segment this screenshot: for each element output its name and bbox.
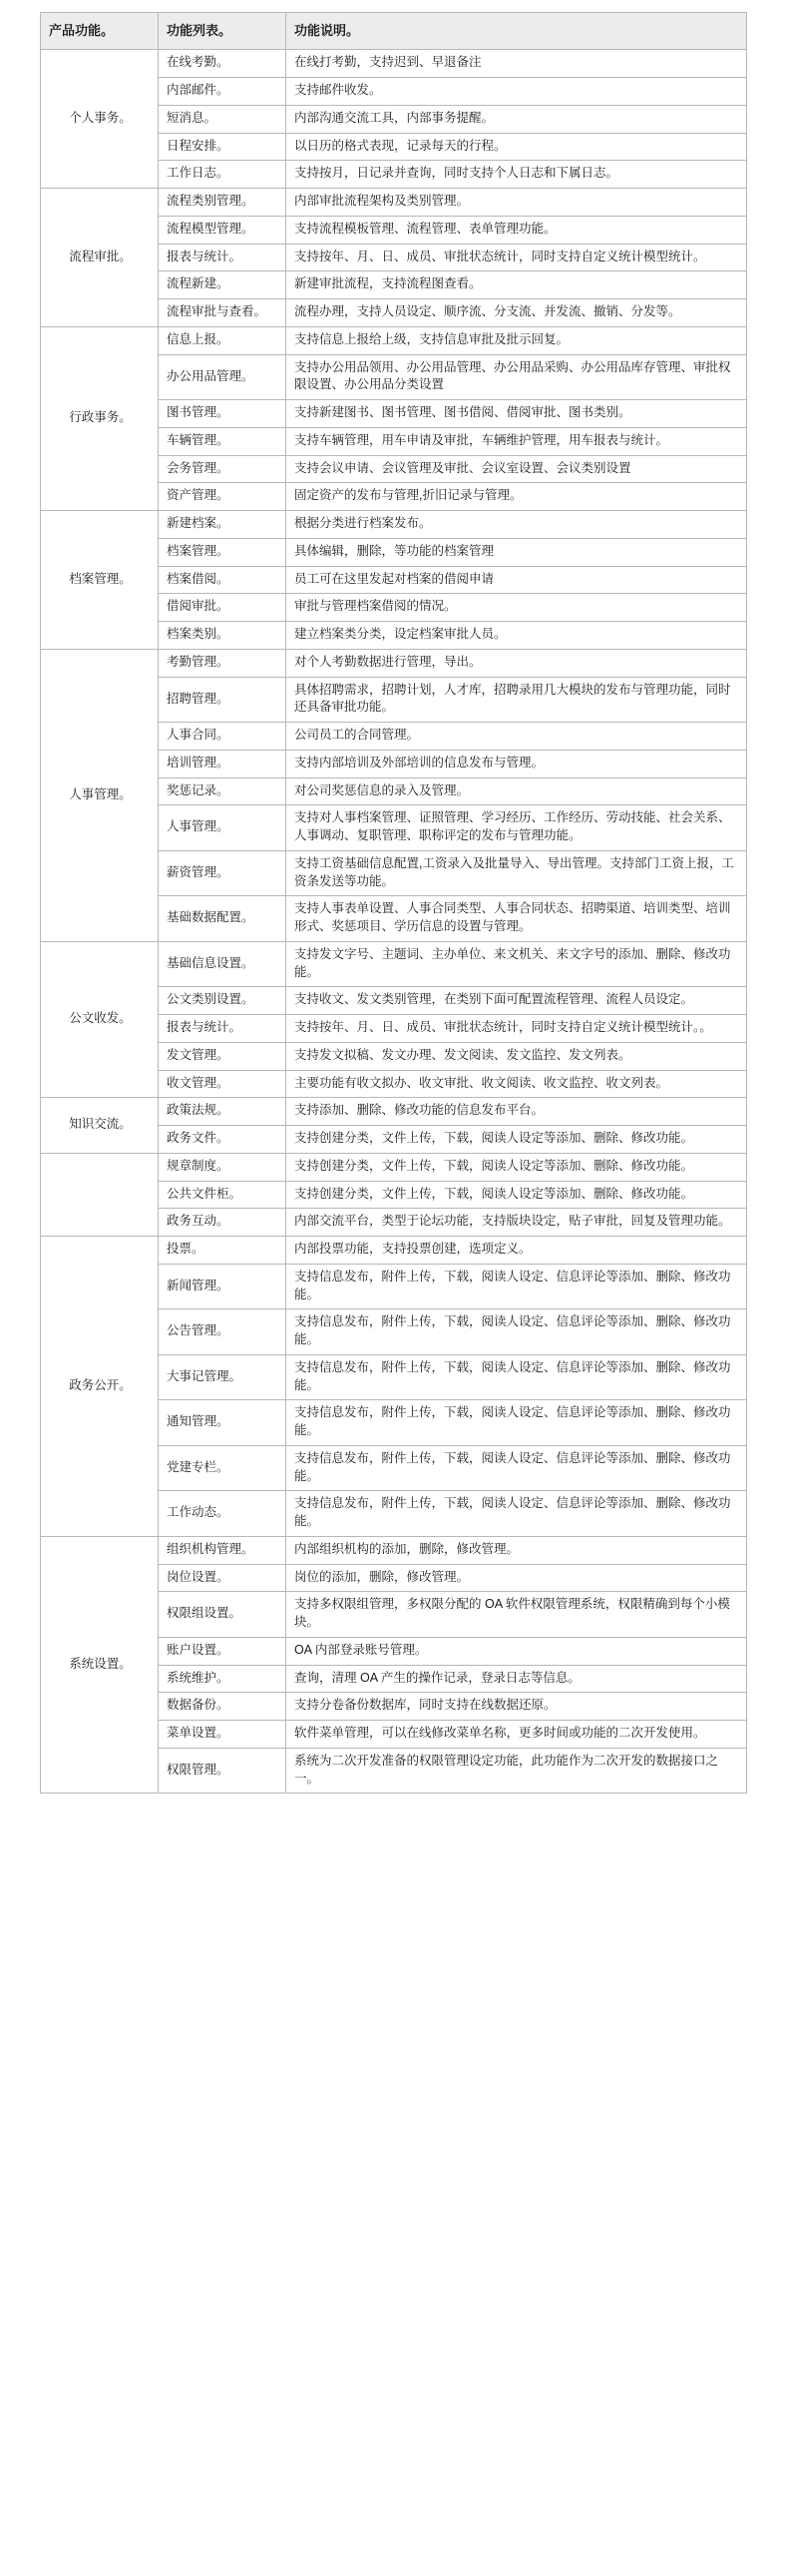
function-item-cell: 新闻管理。	[159, 1264, 286, 1309]
group-name-cell: 流程审批。	[41, 189, 159, 327]
function-item-cell: 资产管理。	[159, 483, 286, 511]
function-item-cell: 工作动态。	[159, 1491, 286, 1537]
function-description-cell: 审批与管理档案借阅的情况。	[286, 594, 747, 622]
function-description-cell: 支持创建分类，文件上传，下载，阅读人设定等添加、删除、修改功能。	[286, 1153, 747, 1181]
function-description-cell: 支持车辆管理，用车申请及审批，车辆维护管理，用车报表与统计。	[286, 427, 747, 455]
function-item-cell: 档案类别。	[159, 622, 286, 650]
group-name-cell: 系统设置。	[41, 1536, 159, 1794]
function-description-cell: 系统为二次开发准备的权限管理设定功能，此功能作为二次开发的数据接口之一。	[286, 1748, 747, 1794]
function-item-cell: 人事合同。	[159, 723, 286, 751]
function-description-cell: 支持添加、删除、修改功能的信息发布平台。	[286, 1098, 747, 1126]
function-item-cell: 通知管理。	[159, 1400, 286, 1446]
function-item-cell: 流程模型管理。	[159, 216, 286, 244]
function-item-cell: 培训管理。	[159, 750, 286, 777]
function-item-cell: 图书管理。	[159, 400, 286, 428]
function-item-cell: 考勤管理。	[159, 649, 286, 677]
table-row	[41, 1536, 747, 1564]
function-item-cell: 基础信息设置。	[159, 941, 286, 987]
function-item-cell: 公告管理。	[159, 1309, 286, 1355]
function-description-cell: 根据分类进行档案发布。	[286, 511, 747, 539]
function-item-cell: 岗位设置。	[159, 1564, 286, 1592]
function-item-cell: 投票。	[159, 1237, 286, 1265]
function-item-cell: 权限管理。	[159, 1748, 286, 1794]
group-name-cell: 档案管理。	[41, 511, 159, 650]
function-description-cell: 支持按年、月、日、成员、审批状态统计，同时支持自定义统计模型统计。	[286, 244, 747, 271]
function-description-cell: 支持信息上报给上级，支持信息审批及批示回复。	[286, 326, 747, 354]
function-description-cell: 员工可在这里发起对档案的借阅申请	[286, 566, 747, 594]
function-description-cell: 支持发文拟稿、发文办理、发文阅读、发文监控、发文列表。	[286, 1042, 747, 1070]
function-item-cell: 薪资管理。	[159, 850, 286, 896]
function-item-cell: 基础数据配置。	[159, 896, 286, 942]
function-description-cell: 软件菜单管理，可以在线修改菜单名称，更多时间或功能的二次开发使用。	[286, 1721, 747, 1749]
function-description-cell: 支持会议申请、会议管理及审批、会议室设置、会议类别设置	[286, 455, 747, 483]
function-item-cell: 办公用品管理。	[159, 354, 286, 400]
function-description-cell: 岗位的添加，删除，修改管理。	[286, 1564, 747, 1592]
column-header-function-description: 功能说明。	[286, 13, 747, 50]
function-item-cell: 数据备份。	[159, 1693, 286, 1721]
function-item-cell: 人事管理。	[159, 805, 286, 851]
function-item-cell: 借阅审批。	[159, 594, 286, 622]
function-item-cell: 档案管理。	[159, 538, 286, 566]
table-row	[41, 1153, 747, 1181]
table-row	[41, 326, 747, 354]
table-row	[41, 649, 747, 677]
function-item-cell: 信息上报。	[159, 326, 286, 354]
function-item-cell: 菜单设置。	[159, 1721, 286, 1749]
function-description-cell: 支持分卷备份数据库，同时支持在线数据还原。	[286, 1693, 747, 1721]
group-name-cell: 人事管理。	[41, 649, 159, 941]
function-description-cell: 流程办理，支持人员设定、顺序流、分支流、并发流、撤销、分发等。	[286, 299, 747, 327]
function-item-cell: 报表与统计。	[159, 244, 286, 271]
function-item-cell: 招聘管理。	[159, 677, 286, 723]
function-description-cell: 支持发文字号、主题词、主办单位、来文机关、来文字号的添加、删除、修改功能。	[286, 941, 747, 987]
table-row	[41, 189, 747, 217]
table-row	[41, 1098, 747, 1126]
table-row	[41, 511, 747, 539]
function-item-cell: 流程新建。	[159, 271, 286, 299]
function-item-cell: 政策法规。	[159, 1098, 286, 1126]
function-item-cell: 车辆管理。	[159, 427, 286, 455]
function-item-cell: 公共文件柜。	[159, 1181, 286, 1209]
function-description-cell: 具体编辑，删除，等功能的档案管理	[286, 538, 747, 566]
function-item-cell: 党建专栏。	[159, 1445, 286, 1491]
function-item-cell: 账户设置。	[159, 1637, 286, 1665]
function-description-cell: 建立档案类分类，设定档案审批人员。	[286, 622, 747, 650]
function-item-cell: 流程审批与查看。	[159, 299, 286, 327]
function-description-cell: 支持对人事档案管理、证照管理、学习经历、工作经历、劳动技能、社会关系、人事调动、复职管理、职称评定的发布与管理功能。	[286, 805, 747, 851]
function-item-cell: 组织机构管理。	[159, 1536, 286, 1564]
column-header-product-function: 产品功能。	[41, 13, 159, 50]
function-description-cell: 固定资产的发布与管理,折旧记录与管理。	[286, 483, 747, 511]
table-header	[41, 13, 747, 50]
function-item-cell: 政务互动。	[159, 1209, 286, 1237]
function-description-cell: 内部组织机构的添加，删除，修改管理。	[286, 1536, 747, 1564]
table-row	[41, 50, 747, 78]
function-description-cell: 查询，清理 OA 产生的操作记录，登录日志等信息。	[286, 1665, 747, 1693]
group-name-cell: 个人事务。	[41, 50, 159, 189]
function-description-cell: 支持邮件收发。	[286, 78, 747, 106]
function-description-cell: 内部审批流程架构及类别管理。	[286, 189, 747, 217]
group-name-cell: 知识交流。	[41, 1098, 159, 1154]
group-name-cell	[41, 1153, 159, 1236]
function-description-cell: 对个人考勤数据进行管理，导出。	[286, 649, 747, 677]
table-row	[41, 941, 747, 987]
function-item-cell: 会务管理。	[159, 455, 286, 483]
function-description-cell: 支持信息发布，附件上传，下载，阅读人设定、信息评论等添加、删除、修改功能。	[286, 1309, 747, 1355]
column-header-function-list: 功能列表。	[159, 13, 286, 50]
function-description-cell: 内部投票功能，支持投票创建，选项定义。	[286, 1237, 747, 1265]
group-name-cell: 政务公开。	[41, 1237, 159, 1537]
function-description-cell: 对公司奖惩信息的录入及管理。	[286, 777, 747, 805]
function-description-cell: 支持内部培训及外部培训的信息发布与管理。	[286, 750, 747, 777]
function-description-cell: 以日历的格式表现，记录每天的行程。	[286, 133, 747, 161]
function-item-cell: 大事记管理。	[159, 1354, 286, 1400]
function-item-cell: 政务文件。	[159, 1126, 286, 1154]
function-description-cell: 支持收文、发文类别管理，在类别下面可配置流程管理、流程人员设定。	[286, 987, 747, 1015]
function-description-cell: 支持创建分类，文件上传，下载，阅读人设定等添加、删除、修改功能。	[286, 1181, 747, 1209]
table-header-row	[41, 13, 747, 50]
function-description-cell: 支持信息发布，附件上传，下载，阅读人设定、信息评论等添加、删除、修改功能。	[286, 1264, 747, 1309]
function-description-cell: 内部沟通交流工具，内部事务提醒。	[286, 105, 747, 133]
group-name-cell: 公文收发。	[41, 941, 159, 1098]
function-item-cell: 系统维护。	[159, 1665, 286, 1693]
function-description-cell: 支持工资基础信息配置,工资录入及批量导入、导出管理。支持部门工资上报，工资条发送等功能。	[286, 850, 747, 896]
function-description-cell: 支持人事表单设置、人事合同类型、人事合同状态、招聘渠道、培训类型、培训形式、奖惩项目、学历信息的设置与管理。	[286, 896, 747, 942]
function-item-cell: 日程安排。	[159, 133, 286, 161]
group-name-cell: 行政事务。	[41, 326, 159, 510]
function-item-cell: 在线考勤。	[159, 50, 286, 78]
function-description-cell: 支持按月，日记录并查询，同时支持个人日志和下属日志。	[286, 161, 747, 189]
function-item-cell: 发文管理。	[159, 1042, 286, 1070]
function-item-cell: 内部邮件。	[159, 78, 286, 106]
function-item-cell: 奖惩记录。	[159, 777, 286, 805]
table-body	[41, 50, 747, 1794]
function-description-cell: 在线打考勤，支持迟到、早退备注	[286, 50, 747, 78]
function-item-cell: 报表与统计。	[159, 1015, 286, 1043]
function-description-cell: 主要功能有收文拟办、收文审批、收文阅读、收文监控、收文列表。	[286, 1070, 747, 1098]
function-item-cell: 新建档案。	[159, 511, 286, 539]
function-item-cell: 工作日志。	[159, 161, 286, 189]
function-item-cell: 档案借阅。	[159, 566, 286, 594]
function-description-cell: 内部交流平台，类型于论坛功能，支持版块设定，贴子审批，回复及管理功能。	[286, 1209, 747, 1237]
function-description-cell: 支持信息发布，附件上传，下载，阅读人设定、信息评论等添加、删除、修改功能。	[286, 1354, 747, 1400]
function-description-cell: 支持信息发布，附件上传，下载，阅读人设定、信息评论等添加、删除、修改功能。	[286, 1400, 747, 1446]
function-item-cell: 规章制度。	[159, 1153, 286, 1181]
function-description-cell: OA 内部登录账号管理。	[286, 1637, 747, 1665]
feature-table	[40, 12, 747, 1794]
function-description-cell: 支持多权限组管理，多权限分配的 OA 软件权限管理系统，权限精确到每个小模块。	[286, 1592, 747, 1638]
function-item-cell: 公文类别设置。	[159, 987, 286, 1015]
function-item-cell: 收文管理。	[159, 1070, 286, 1098]
table-row	[41, 1237, 747, 1265]
function-description-cell: 支持信息发布，附件上传，下载，阅读人设定、信息评论等添加、删除、修改功能。	[286, 1491, 747, 1537]
function-item-cell: 流程类别管理。	[159, 189, 286, 217]
function-description-cell: 支持信息发布，附件上传，下载，阅读人设定、信息评论等添加、删除、修改功能。	[286, 1445, 747, 1491]
function-description-cell: 支持按年、月、日、成员、审批状态统计，同时支持自定义统计模型统计。。	[286, 1015, 747, 1043]
function-description-cell: 支持创建分类，文件上传，下载，阅读人设定等添加、删除、修改功能。	[286, 1126, 747, 1154]
function-item-cell: 短消息。	[159, 105, 286, 133]
function-description-cell: 支持流程模板管理、流程管理、表单管理功能。	[286, 216, 747, 244]
function-item-cell: 权限组设置。	[159, 1592, 286, 1638]
function-description-cell: 新建审批流程，支持流程图查看。	[286, 271, 747, 299]
function-description-cell: 具体招聘需求，招聘计划，人才库，招聘录用几大模块的发布与管理功能，同时还具备审批功能。	[286, 677, 747, 723]
function-description-cell: 支持办公用品领用、办公用品管理、办公用品采购、办公用品库存管理、审批权限设置、办公用品分类设置	[286, 354, 747, 400]
function-description-cell: 公司员工的合同管理。	[286, 723, 747, 751]
function-description-cell: 支持新建图书、图书管理、图书借阅、借阅审批、图书类别。	[286, 400, 747, 428]
